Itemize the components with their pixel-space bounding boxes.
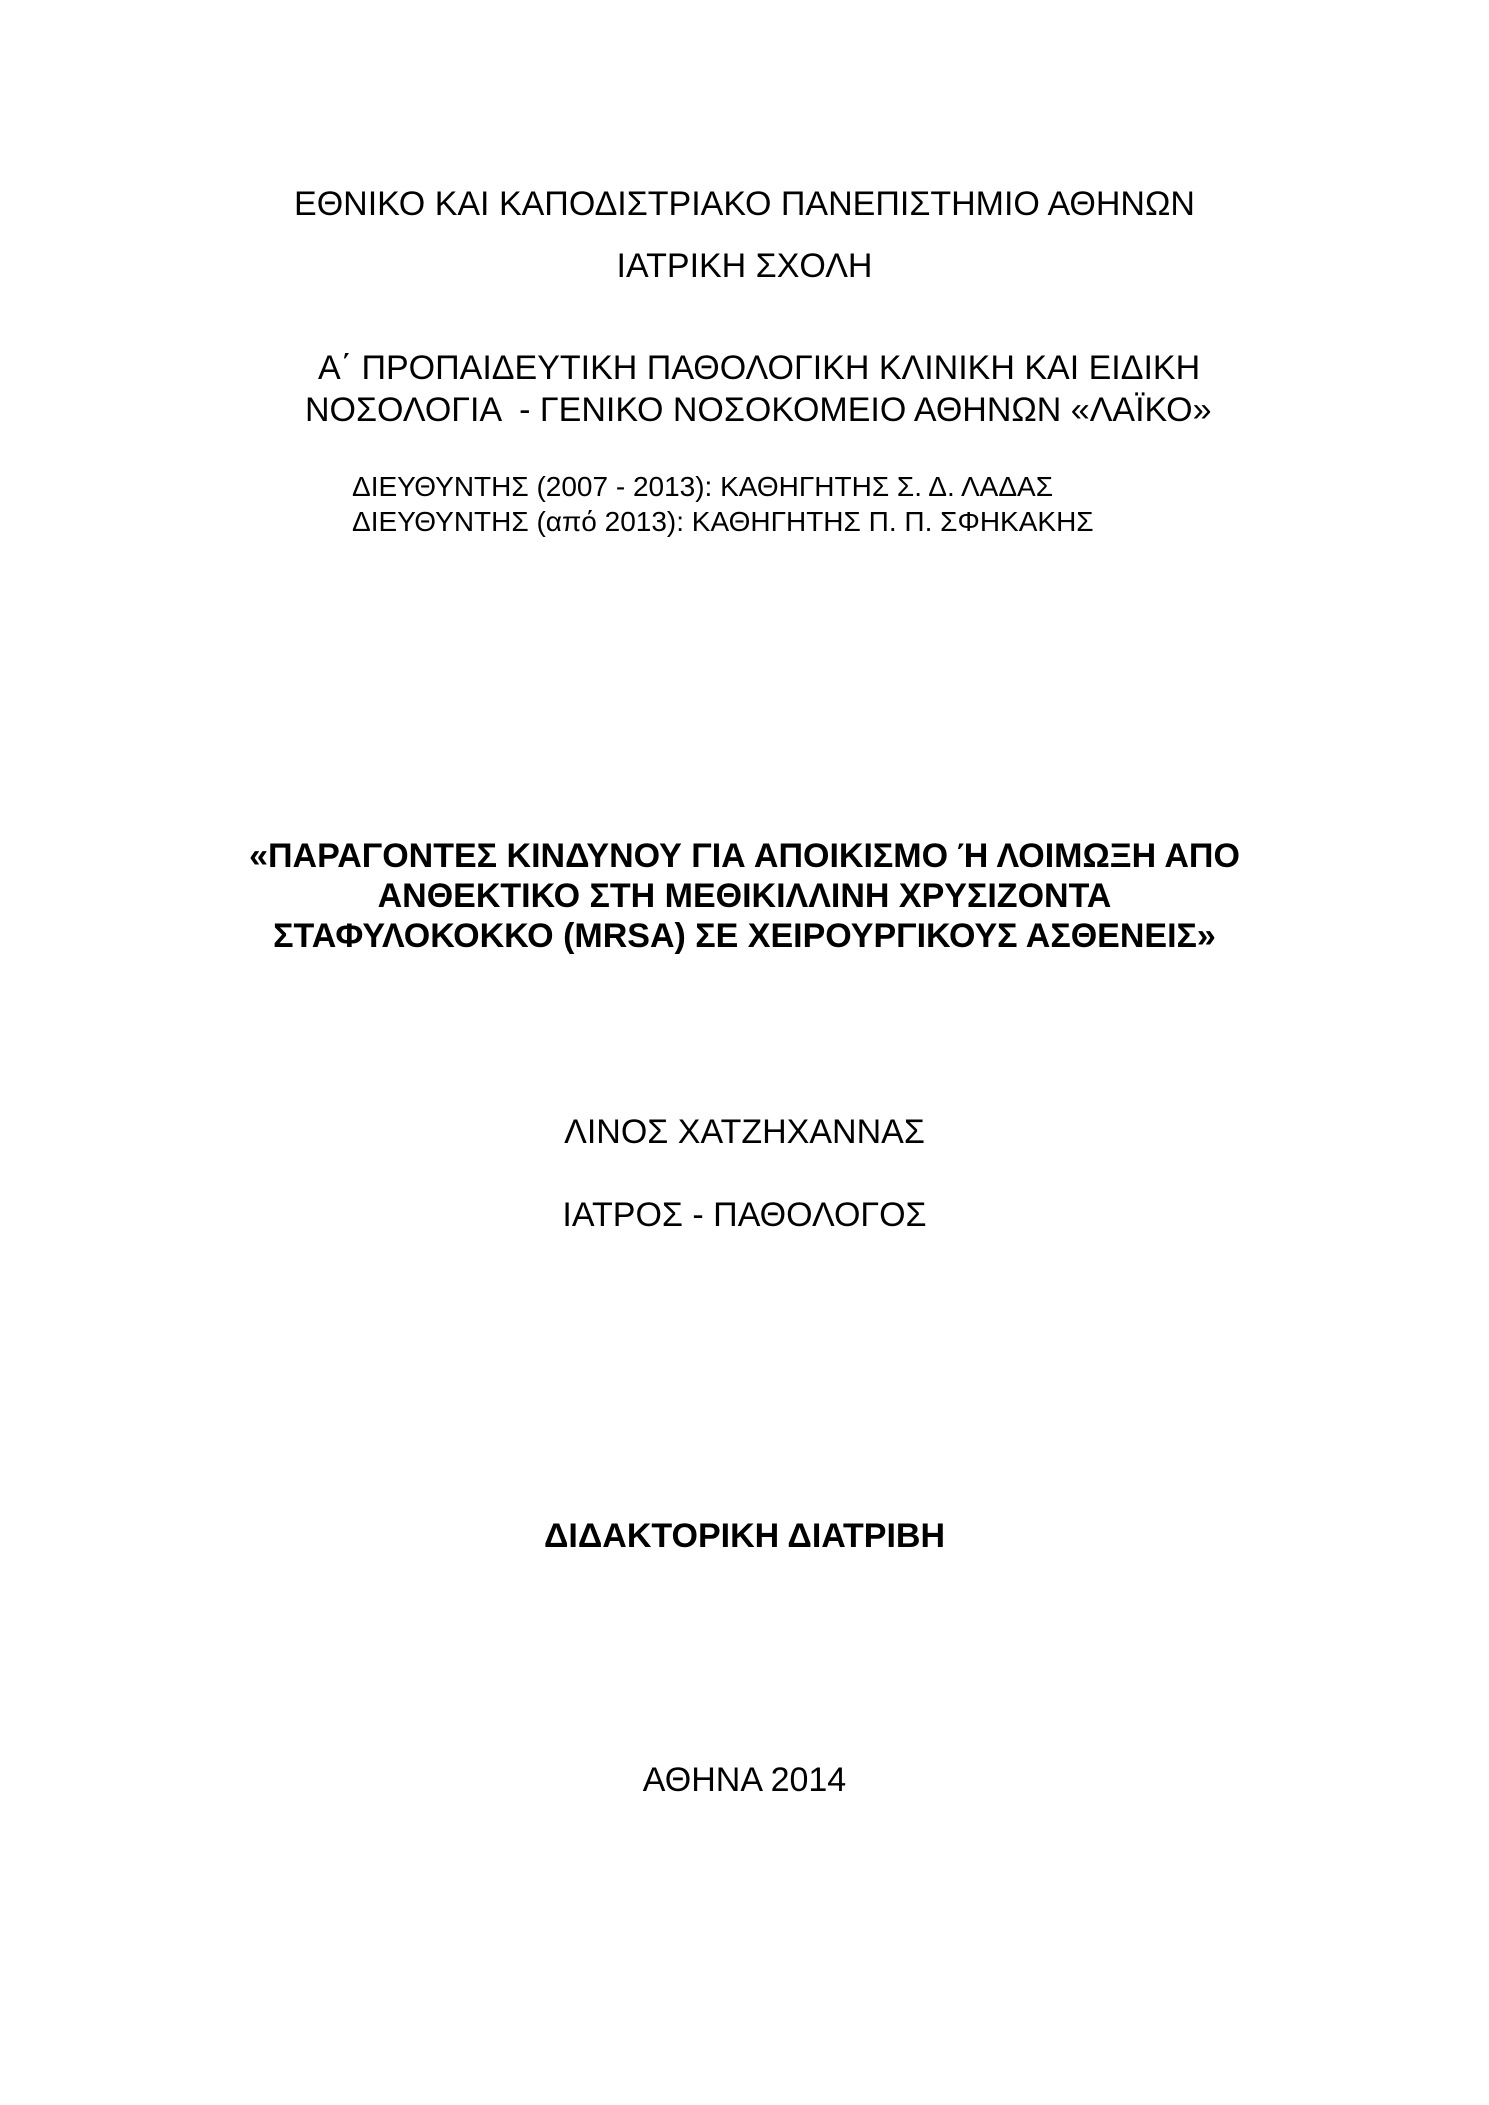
document-type: ΔΙΔΑΚΤΟΡΙΚΗ ΔΙΑΤΡΙΒΗ bbox=[543, 1517, 946, 1555]
clinic-name-line1: Α΄ ΠΡΟΠΑΙΔΕΥΤΙΚΗ ΠΑΘΟΛΟΓΙΚΗ ΚΛΙΝΙΚΗ ΚΑΙ ΕΙΔΙΚΗ bbox=[318, 349, 1201, 387]
director-line1: ΔΙΕΥΘΥΝΤΗΣ (2007 - 2013): ΚΑΘΗΓΗΤΗΣ Σ. Δ. ΛΑΔΑΣ bbox=[352, 471, 1054, 502]
school-name: ΙΑΤΡΙΚΗ ΣΧΟΛΗ bbox=[616, 247, 873, 285]
author-profession: ΙΑΤΡΟΣ - ΠΑΘΟΛΟΓΟΣ bbox=[562, 1196, 927, 1234]
clinic-name-line2: ΝΟΣΟΛΟΓΙΑ - ΓΕΝΙΚΟ ΝΟΣΟΚΟΜΕΙΟ ΑΘΗΝΩΝ «ΛΑΪΚΟ» bbox=[305, 391, 1212, 429]
thesis-title-line2: ΑΝΘΕΚΤΙΚΟ ΣΤΗ ΜΕΘΙΚΙΛΛΙΝΗ ΧΡΥΣΙΖΟΝΤΑ bbox=[377, 877, 1112, 915]
director-line2: ΔΙΕΥΘΥΝΤΗΣ (από 2013): ΚΑΘΗΓΗΤΗΣ Π. Π. ΣΦΗΚΑΚΗΣ bbox=[352, 506, 1094, 537]
author-name: ΛΙΝΟΣ ΧΑΤΖΗΧΑΝΝΑΣ bbox=[564, 1113, 925, 1151]
thesis-title-line1: «ΠΑΡΑΓΟΝΤΕΣ ΚΙΝΔΥΝΟΥ ΓΙΑ ΑΠΟΙΚΙΣΜΟ Ή ΛΟΙΜΩΞΗ ΑΠΟ bbox=[249, 837, 1240, 875]
university-name: ΕΘΝΙΚΟ ΚΑΙ ΚΑΠΟΔΙΣΤΡΙΑΚΟ ΠΑΝΕΠΙΣΤΗΜΙΟ ΑΘΗΝΩΝ bbox=[294, 185, 1195, 223]
place-year: ΑΘΗΝΑ 2014 bbox=[642, 1761, 847, 1799]
thesis-title-line3: ΣΤΑΦΥΛΟΚΟΚΚΟ (MRSA) ΣΕ ΧΕΙΡΟΥΡΓΙΚΟΥΣ ΑΣΘΕΝΕΙΣ» bbox=[273, 917, 1216, 955]
